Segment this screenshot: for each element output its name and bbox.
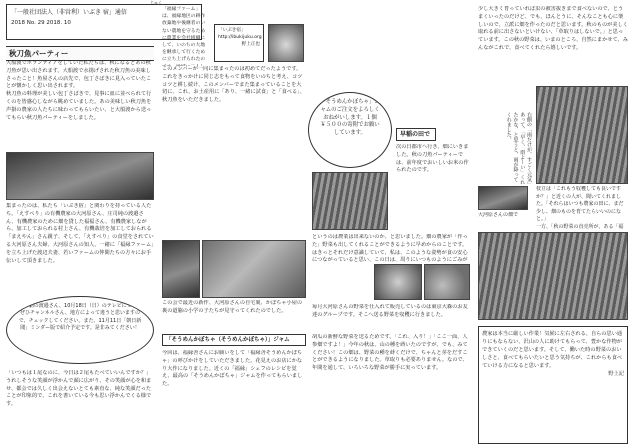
wase-paragraph-3: 毎月大河原さんの野菜を仕入れて販売しているのは東京大森のお友達のグループです。そこへ送る野菜を収穫に行きました。 [312, 304, 468, 318]
pumpkin-caption-top: この会で最近の新作、大河原さんの自宅裏、かぼちゃ小屋の裏の道脇の小学の子たちが見守ってくれたのでした。 [162, 300, 303, 314]
section-title-pumpkin-jam: 「そうめんかぼちゃ（そうめんかぼちゃ）」ジャム [162, 334, 306, 346]
photo-okra-field [478, 232, 628, 320]
field-paragraph-2: 枝豆は「これもう収穫しても良いですか？」と近くの人が、聞いてくれました。「それらはいつも農家の田に、まだ少し、畑のものを育てたらいいのになと。」 一方、「秋の野菜の直売所が、ある「福 [536, 186, 624, 230]
tv-announcement-balloon: 在卓劇の渡邉さん、10月18日（日）のテレビにです。ぜひチャンネルさん、地方によって違うと思いますので、チェックしてください。また、11月11日「朝日新聞」ミンダー版で紹介予定です。是非みてください！ [6, 296, 154, 364]
photo-vegetables [424, 264, 470, 300]
sanma-paragraph-1: 大船渡でボランティアをしていた私たちは、秋になるとあの秋刀魚が思い出されます。大船渡で水揚げされた秋刀魚の美味しさったこと！魚屋さんの店先で、包丁さばきに見入っていたことが懐かしく思い出されます。 秋刀魚の料理が美しい包丁さばきで、見事に皿に並べられて行くのを皆感心しながら眺めていました。あの美味しい秋刀魚を声掛の農家の人たちに味わってもらいたい、と大船渡から送ってもらい秋刀魚パーティーをしました。 [6, 60, 152, 121]
issue-number: 2018 No. 29 2018. 10 [11, 20, 71, 26]
sanma-paragraph-2: 集まったのは、私たち「いぶき宿」と関わりを持っている人たち。「えすぺり」の有機農家の大河原さん、庄司純の渡邉さん、有機農家のために畑を貸した福福さん、有機農家しながら、加工しておられる村上さん、有機栽培を加工しておられる「まえやん」さん親子、そして、「えすぺり」の食堂をされている大河原さん夫婦、大河原さんの知人、一緒に「福縁ファーム」を立ち上げた渡辺夫妻、若いファームの仲間たちの方々にお手伝いして頂きました。 [6, 203, 154, 264]
photo-vegetable-field [536, 86, 628, 184]
field-paragraph-2b: 大河原さんの畑で [478, 212, 519, 218]
sanma-paragraph-3: 「いつもは１尾なのに、今日は２尾もたべていいんですか？」うれしそうな笑顔が浮かんで顔に広がり、その笑顔が心を和ませ、都会では久しく出会えないとても素直な、純な笑顔だったことが印象的で、これを書いている今も思い浮かんでくる様です。 [6, 370, 152, 408]
farmer-note-sign: 野上記 [608, 371, 624, 378]
farmer-note-box [478, 326, 628, 444]
wase-paragraph-4: 胡瓜の新鮮な野菜を送るためです。「これ、入り！」「ここ一面、人参畑ですよ！」今年の秋は、山の種を蒔いたのですが、でも、みてください！この畑は、野菜の種を蒔くだけで、ちゃんと芽をだすことができるようになりました。草取りも必要ありません。なので、年間を通して、いろいろな野菜が勝手に実っています。 [312, 334, 468, 372]
farmer-note-text: 農家は本当に厳しい作業！気候に左右される、自らの思い通りにもならない、沢山の人に助けてもらって、豊かな作物ができていくのだと思います。そして、働いた時の野菜のおいしさと、食べてもらいたいと思う気持ちが、これからも食べていける力になると思います。 [482, 331, 623, 370]
wase-paragraph-1: 次の日都市へ行き、畑にいきました。秋の刀魚パーティーでは、前年度でおいしいお米の作られたのです。 [396, 144, 469, 174]
fukuen-paragraph-2: このメンバーが一同に集まったのは初めてだったようです。これをきっかけに同じ志をもって食物をいのちと考え、コツコツと耕し続け、このメンバーでまた集まっていることを大切に、これ、お土産用に「あり、一緒に試食」と「食べる」、秋刀魚をいただきました。 [162, 66, 305, 104]
contact-editor: 野上正也 [241, 41, 260, 47]
contact-url: http://ibukijuku.org [218, 34, 262, 40]
photo-harvest-basket [374, 264, 422, 300]
photo-group [202, 240, 306, 298]
field-vertical-caption: 右側の「雨だけが、すごく元気」あって、「早く、雨よーい」くれたかな、と思うと、雨が降ってくれました。 [505, 112, 532, 185]
section-title-wase: 早稲の田で [396, 128, 436, 141]
photo-edamame [478, 186, 528, 210]
ruby-text: じゅく [150, 0, 162, 5]
photo-rice-field [312, 172, 388, 230]
photo-bus-stop [162, 240, 200, 298]
wase-paragraph-2: というのは農業は出来ないのか、と思いました。畑の農家が「作った」野菜も出してくれることができるように早めからのことです。はきっとそれだけ意識していて、私は、このような姿勢が食の安心につながっていると思い、この日は、周りにいつものようにごみが [312, 234, 468, 264]
jam-order-balloon: 「そうめんかぼちゃ」ジャムのご注文をよろしくおねがいします。１個￥５００の寄附でお願いしています。 [308, 92, 392, 168]
contact-label: 「いぶき宿」 [218, 28, 246, 33]
section-title-sanma: 秋刀魚パーティー [6, 46, 154, 61]
org-name: 「一般社団法人（非営利）いぶき 宿」通信 [11, 9, 127, 16]
field-paragraph-1: 少し大きく育っていれば虫の被害抜きまで食べないので、とうまくいったのだけど、でも、ほんとうに、そんなことも心に楽しいので、立派に畑を作ったのだと思います。秋のものが美しく取れる前に出さないといけない、「草取りはしないで。」と思っています。この秋の野菜は、いまのところ、自然にまかせて、みんながこれで、食べてくれたら嬉しいです。 [478, 6, 628, 51]
photo-jam-jar [268, 24, 304, 62]
pumpkin-paragraph-1: 今回は、福縁舎さんにお願いをして「福縁舎そうめんかぼちゃ」の呼びかけをしていただきました。花見えのお店にかなり大作になりました。近くの「福縁」シェフのレシピを覚え、最高の「そうめんかぼちゃ」ジャムを作ってもらいました。 [162, 350, 303, 388]
photo-party-table [6, 152, 154, 200]
fukuen-paragraph-1: 「福縁ファーム」は、福縁地区の耕作放棄地や後継者のいない農地を守るために農業を会社組織にして、いのちの大地を継承して行くために立ち上げられたの [162, 7, 206, 63]
contact-box [214, 24, 264, 62]
